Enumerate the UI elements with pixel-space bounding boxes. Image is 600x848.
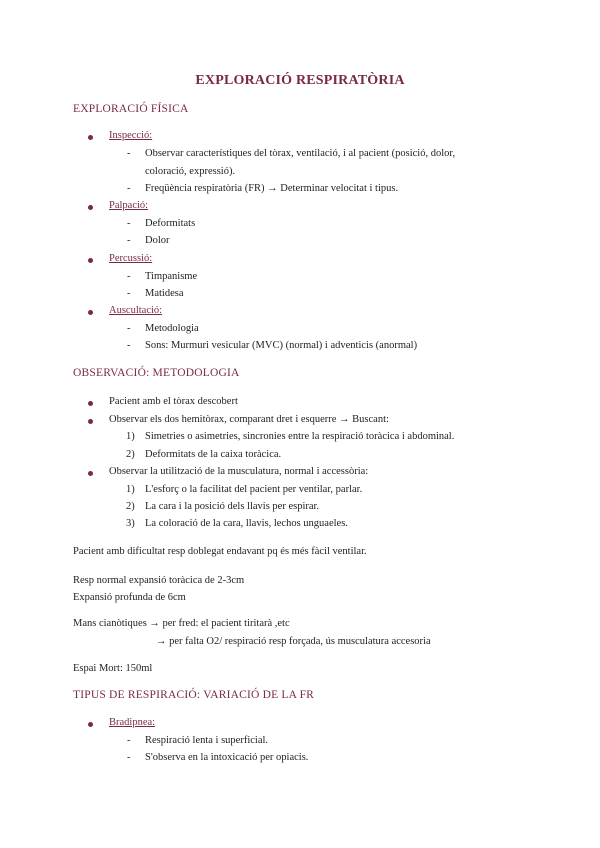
dash-marker: - <box>127 235 131 246</box>
number-marker: 1) <box>126 431 135 442</box>
sub-item-text: Observar característiques del tòrax, ventilació, i al pacient (posició, dolor, <box>145 148 456 159</box>
bullet-label: Palpació: <box>109 200 149 211</box>
numbered-text: La cara i la posició dels llavis per espirar. <box>145 501 320 512</box>
numbered-text: Deformitats de la caixa toràcica. <box>145 449 282 460</box>
dash-marker: - <box>127 735 131 746</box>
number-marker: 1) <box>126 484 135 495</box>
bullet-dot <box>88 135 93 140</box>
bullet-dot <box>88 471 93 476</box>
number-marker: 3) <box>126 518 135 529</box>
bullet-text: Observar els dos hemitòrax, comparant dret i esquerre → Buscant: <box>109 414 389 425</box>
dash-marker: - <box>127 323 131 334</box>
bullet-label: Auscultació: <box>109 305 163 316</box>
dash-marker: - <box>127 148 131 159</box>
bullet-dot <box>88 205 93 210</box>
sub-item-text: Respiració lenta i superficial. <box>145 735 269 746</box>
section-heading-tipus-respiracio: TIPUS DE RESPIRACIÓ: VARIACIÓ DE LA FR <box>73 689 315 701</box>
note-line: Resp normal expansió toràcica de 2-3cm <box>73 575 245 586</box>
sub-item-text: S'observa en la intoxicació per opiacis. <box>145 752 309 763</box>
bullet-dot <box>88 310 93 315</box>
bullet-text: Pacient amb el tòrax descobert <box>109 396 238 407</box>
bullet-dot <box>88 401 93 406</box>
sub-item-text: Sons: Murmuri vesicular (MVC) (normal) i adventicis (anormal) <box>145 340 418 351</box>
note-line: Expansió profunda de 6cm <box>73 592 186 603</box>
note-line: Mans cianòtiques → per fred: el pacient tiritarà ,etc <box>73 618 290 629</box>
sub-item-text: Timpanisme <box>145 271 198 282</box>
sub-item-text: Metodologia <box>145 323 199 334</box>
section-heading-exploracio-fisica: EXPLORACIÓ FÍSICA <box>73 103 189 115</box>
bullet-label: Bradipnea: <box>109 717 156 728</box>
dash-marker: - <box>127 271 131 282</box>
bullet-dot <box>88 722 93 727</box>
sub-item-text: Dolor <box>145 235 170 246</box>
bullet-label: Percussió: <box>109 253 153 264</box>
dash-marker: - <box>127 183 131 194</box>
number-marker: 2) <box>126 501 135 512</box>
note-line: Pacient amb dificultat resp doblegat endavant pq és més fàcil ventilar. <box>73 546 367 557</box>
note-line-indented: → per falta O2/ respiració resp forçada, ús musculatura accesoria <box>156 636 431 647</box>
bullet-dot <box>88 419 93 424</box>
sub-item-text: Freqüència respiratòria (FR) → Determinar velocitat i tipus. <box>145 183 399 194</box>
dash-marker: - <box>127 288 131 299</box>
dash-marker: - <box>127 340 131 351</box>
dash-marker: - <box>127 752 131 763</box>
bullet-label: Inspecció: <box>109 130 153 141</box>
page-title: EXPLORACIÓ RESPIRATÒRIA <box>195 73 405 88</box>
bullet-text: Observar la utilització de la musculatura, normal i accessòria: <box>109 466 369 477</box>
note-line: Espai Mort: 150ml <box>73 663 153 674</box>
number-marker: 2) <box>126 449 135 460</box>
numbered-text: Simetries o asimetries, sincronies entre la respiració toràcica i abdominal. <box>145 431 455 442</box>
sub-item-text: Matidesa <box>145 288 184 299</box>
sub-item-text: Deformitats <box>145 218 196 229</box>
numbered-text: La coloració de la cara, llavis, lechos unguaeles. <box>145 518 348 529</box>
section-heading-observacio: OBSERVACIÓ: METODOLOGIA <box>73 367 240 379</box>
sub-item-text: coloració, expressió). <box>145 166 236 177</box>
dash-marker: - <box>127 218 131 229</box>
numbered-text: L'esforç o la facilitat del pacient per ventilar, parlar. <box>145 484 363 495</box>
bullet-dot <box>88 258 93 263</box>
